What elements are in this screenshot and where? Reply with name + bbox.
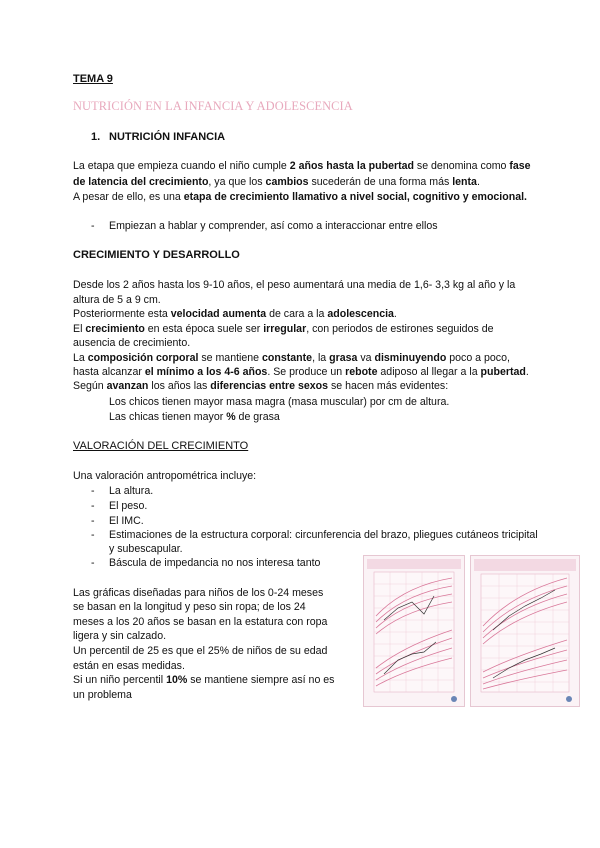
bold-run: grasa: [329, 352, 358, 364]
bullet-dash: -: [91, 500, 95, 512]
paragraph-line: Las gráficas diseñadas para niños de los 0-24 meses: [73, 587, 324, 599]
text-run: se mantiene siempre así no es: [187, 674, 335, 686]
text-run: Si un niño percentil: [73, 674, 167, 686]
text-run: de grasa: [235, 411, 280, 423]
list-item: [91, 484, 153, 499]
heading-crecimiento-desarrollo: CRECIMIENTO Y DESARROLLO: [73, 249, 240, 261]
bold-run: velocidad aumenta: [170, 308, 267, 320]
text-run: .: [476, 176, 480, 188]
bold-run: rebote: [345, 366, 378, 378]
bold-run: adolescencia: [327, 308, 394, 320]
text-run: A pesar de ello, es una: [73, 191, 184, 203]
text-run: se hacen más evidentes:: [328, 380, 449, 392]
list-item: [91, 556, 320, 571]
bullet-dash: -: [91, 529, 95, 541]
paragraph-line: [109, 410, 280, 425]
logo-icon: [451, 696, 457, 702]
bullet-item: [91, 219, 438, 234]
text-run: . Se produce un: [267, 366, 346, 378]
bold-run: composición corporal: [87, 352, 199, 364]
growth-chart-image-right: [470, 555, 580, 707]
list-item: [91, 499, 147, 514]
tema-heading: TEMA 9: [73, 73, 113, 85]
paragraph-line: [73, 351, 510, 366]
section-number: 1.: [91, 131, 101, 143]
section-heading-nutricion-infancia: [91, 131, 225, 143]
chart-header-band: [367, 559, 461, 569]
list-item-text: Estimaciones de la estructura corporal: circunferencia del brazo, pliegues cutáneos tricipital: [109, 529, 538, 541]
growth-chart-image-left: [363, 555, 465, 707]
paragraph-line: [73, 379, 448, 394]
text-run: Las chicas tienen mayor: [109, 411, 227, 423]
bold-run: 10%: [166, 674, 188, 686]
text-run: Posteriormente esta: [73, 308, 171, 320]
text-run: La: [73, 352, 88, 364]
paragraph-line: [73, 159, 531, 174]
paragraph-line: están en esas medidas.: [73, 660, 185, 672]
bullet-dash: -: [91, 515, 95, 527]
text-run: en esta época suele ser: [144, 323, 264, 335]
bold-run: fase: [509, 160, 531, 172]
bold-run: avanzan: [106, 380, 149, 392]
text-run: El: [73, 323, 86, 335]
text-run: los años las: [148, 380, 211, 392]
text-run: hasta alcanzar: [73, 366, 145, 378]
paragraph-line: [73, 322, 493, 337]
text-run: adiposo al llegar a la: [377, 366, 481, 378]
list-item: [91, 514, 144, 529]
paragraph-line: altura de 5 a 9 cm.: [73, 294, 161, 306]
chart-plot-area: [481, 574, 569, 692]
text-run: , ya que los: [208, 176, 266, 188]
paragraph-line: un problema: [73, 689, 132, 701]
bullet-dash: -: [91, 557, 95, 569]
text-run: de cara a la: [266, 308, 328, 320]
bold-run: cambios: [265, 176, 309, 188]
bold-run: irregular: [263, 323, 307, 335]
text-run: , con periodos de estirones seguidos de: [306, 323, 494, 335]
text-run: se mantiene: [198, 352, 263, 364]
text-run: .: [525, 366, 529, 378]
paragraph-line: [73, 307, 397, 322]
heading-valoracion-crecimiento: VALORACIÓN DEL CRECIMIENTO: [73, 440, 249, 452]
bold-run: pubertad: [480, 366, 526, 378]
text-run: Según: [73, 380, 107, 392]
list-item-continuation: y subescapular.: [109, 543, 183, 555]
bullet-dash: -: [91, 485, 95, 497]
list-item-text: El IMC.: [109, 515, 144, 527]
bullet-dash: -: [91, 220, 95, 232]
text-run: poco a poco,: [446, 352, 510, 364]
text-run: se denomina como: [413, 160, 510, 172]
bold-run: %: [226, 411, 236, 423]
bold-run: 2 años hasta la pubertad: [289, 160, 414, 172]
bold-run: crecimiento: [85, 323, 145, 335]
bold-run: disminuyendo: [374, 352, 447, 364]
list-item-text: El peso.: [109, 500, 148, 512]
list-item-text: La altura.: [109, 485, 154, 497]
text-run: La etapa que empieza cuando el niño cumple: [73, 160, 290, 172]
logo-icon: [566, 696, 572, 702]
bold-run: diferencias entre sexos: [210, 380, 329, 392]
paragraph-line: Los chicos tienen mayor masa magra (masa muscular) por cm de altura.: [109, 396, 450, 408]
paragraph-line: [73, 673, 334, 688]
paragraph-line: ligera y sin calzado.: [73, 630, 167, 642]
bold-run: de latencia del crecimiento: [73, 176, 209, 188]
paragraph-line: [73, 365, 529, 380]
paragraph-line: ausencia de crecimiento.: [73, 337, 191, 349]
paragraph-line: se basan en la longitud y peso sin ropa; de los 24: [73, 601, 306, 613]
paragraph-line: [73, 175, 480, 190]
bold-run: constante: [262, 352, 313, 364]
section-title: NUTRICIÓN INFANCIA: [109, 131, 226, 143]
bold-run: etapa de crecimiento llamativo a nivel social, cognitivo y emocional.: [183, 191, 527, 203]
bold-run: lenta: [452, 176, 477, 188]
text-run: , la: [312, 352, 330, 364]
growth-chart-left-svg: [364, 556, 464, 706]
bullet-text: Empiezan a hablar y comprender, así como a interaccionar entre ellos: [109, 220, 438, 232]
document-subtitle: NUTRICIÓN EN LA INFANCIA Y ADOLESCENCIA: [73, 99, 353, 113]
paragraph-line: Una valoración antropométrica incluye:: [73, 470, 257, 482]
paragraph-line: Desde los 2 años hasta los 9-10 años, el peso aumentará una media de 1,6- 3,3 kg al año y la: [73, 279, 516, 291]
paragraph-line: meses a los 20 años se basan en la estatura con ropa: [73, 616, 328, 628]
list-item-text: Báscula de impedancia no nos interesa tanto: [109, 557, 321, 569]
text-run: .: [393, 308, 397, 320]
list-item: [91, 528, 538, 543]
growth-chart-right-svg: [471, 556, 579, 706]
text-run: va: [357, 352, 375, 364]
bold-run: el mínimo a los 4-6 años: [144, 366, 268, 378]
paragraph-line: [73, 190, 527, 205]
paragraph-line: Un percentil de 25 es que el 25% de niños de su edad: [73, 645, 328, 657]
chart-header-band: [474, 559, 576, 571]
text-run: sucederán de una forma más: [308, 176, 453, 188]
